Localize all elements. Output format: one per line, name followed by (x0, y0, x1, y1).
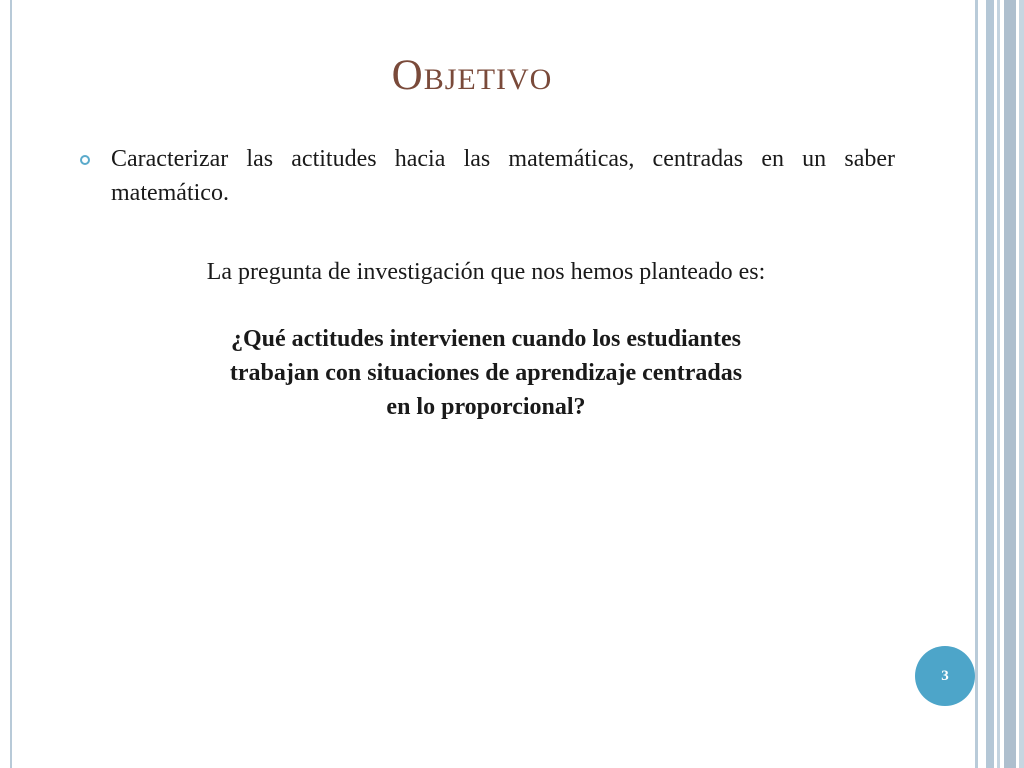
bullet-text: Caracterizar las actitudes hacia las matemáticas, centradas en un saber matemático. (111, 146, 895, 206)
research-question-line: en lo proporcional? (386, 394, 586, 420)
research-question-line: trabajan con situaciones de aprendizaje centradas (229, 360, 743, 386)
slide-title: Objetivo (391, 52, 553, 99)
page-number: 3 (941, 667, 949, 684)
right-border-stripe (997, 0, 1000, 768)
right-border-stripe (1019, 0, 1024, 768)
right-border-stripe (1004, 0, 1016, 768)
right-border-stripe (986, 0, 994, 768)
research-question-line: ¿Qué actitudes intervienen cuando los estudiantes (230, 326, 742, 352)
research-question (0, 322, 972, 424)
hollow-circle-bullet-icon (80, 155, 90, 165)
right-border-stripe (975, 0, 978, 768)
question-intro: La pregunta de investigación que nos hemos planteado es: (206, 259, 766, 285)
page-number-badge (915, 646, 975, 706)
